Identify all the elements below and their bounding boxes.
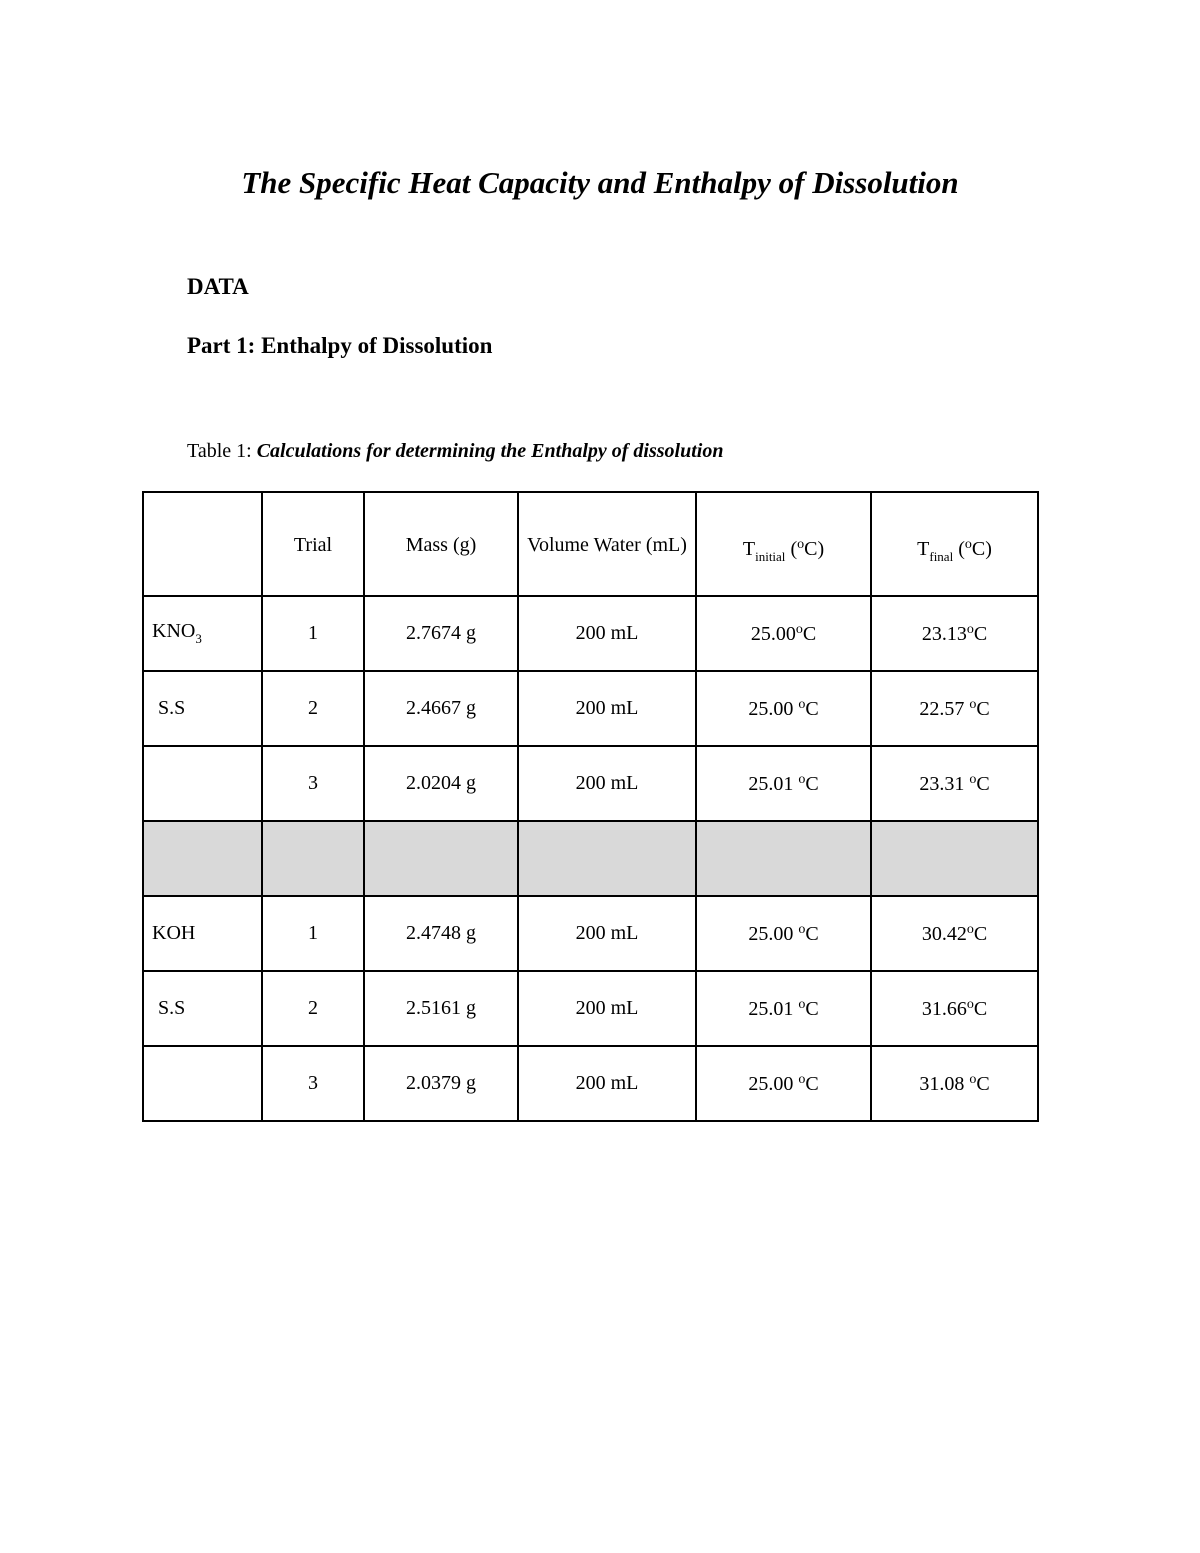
degree-symbol: o — [798, 771, 806, 787]
table-header-row — [143, 492, 1038, 596]
t-initial-unit: C — [805, 772, 819, 795]
t-final-unit: C — [976, 772, 990, 795]
degree-symbol: o — [966, 996, 974, 1012]
t-initial-cell — [696, 671, 871, 746]
sample-formula-subscript: 3 — [195, 631, 202, 646]
sample-cell — [143, 1046, 262, 1121]
t-final-value: 31.66 — [921, 997, 967, 1020]
part-heading: Part 1: Enthalpy of Dissolution — [187, 333, 493, 358]
t-initial-cell — [696, 596, 871, 671]
table-row — [143, 596, 1038, 671]
degree-symbol: o — [798, 1071, 806, 1087]
t-initial-value: 25.01 — [748, 997, 799, 1020]
t-final-unit: C — [976, 1072, 990, 1095]
t-final-cell — [871, 746, 1038, 821]
volume-cell: 200 mL — [518, 1046, 696, 1121]
header-t-final-symbol: T — [917, 538, 930, 560]
document-title: The Specific Heat Capacity and Enthalpy of Dissolution — [241, 165, 959, 200]
t-initial-cell — [696, 971, 871, 1046]
header-volume: Volume Water (mL) — [518, 492, 696, 596]
sample-label: S.S — [158, 997, 186, 1019]
degree-symbol: o — [969, 696, 977, 712]
trial-cell: 3 — [262, 1046, 364, 1121]
t-initial-value: 25.00 — [748, 922, 799, 945]
mass-cell: 2.4748 g — [364, 896, 518, 971]
header-t-final-subscript: final — [929, 549, 954, 564]
header-t-initial-unit-open: ( — [785, 538, 798, 560]
degree-symbol: o — [798, 996, 806, 1012]
separator-cell — [696, 821, 871, 896]
table-caption-text: Calculations for determining the Enthalpy of dissolution — [256, 440, 724, 462]
degree-symbol: o — [798, 696, 806, 712]
t-initial-value: 25.00 — [748, 1072, 799, 1095]
sample-cell: KOH — [143, 896, 262, 971]
t-final-unit: C — [973, 622, 988, 645]
t-initial-unit: C — [805, 922, 819, 945]
table-row — [143, 971, 1038, 1046]
t-final-value: 23.31 — [919, 772, 970, 795]
t-final-unit: C — [976, 697, 990, 720]
sample-cell — [143, 671, 262, 746]
table-row — [143, 671, 1038, 746]
t-final-cell — [871, 896, 1038, 971]
t-initial-value: 25.00 — [748, 697, 799, 720]
t-final-unit: C — [973, 922, 988, 945]
header-t-initial-symbol: T — [742, 538, 756, 560]
trial-cell: 2 — [262, 671, 364, 746]
table-row — [143, 1046, 1038, 1121]
trial-cell: 3 — [262, 746, 364, 821]
t-initial-cell — [696, 1046, 871, 1121]
t-final-cell — [871, 671, 1038, 746]
t-initial-unit: C — [802, 622, 817, 645]
header-trial: Trial — [262, 492, 364, 596]
degree-symbol: o — [969, 1071, 977, 1087]
sample-cell — [143, 746, 262, 821]
t-final-value: 30.42 — [921, 922, 967, 945]
header-t-initial-subscript: initial — [755, 549, 786, 564]
sample-cell — [143, 596, 262, 671]
separator-row — [143, 821, 1038, 896]
t-initial-unit: C — [805, 697, 819, 720]
mass-cell: 2.4667 g — [364, 671, 518, 746]
header-t-final-unit-close: C) — [971, 538, 992, 560]
t-initial-value: 25.00 — [750, 622, 796, 645]
trial-cell: 1 — [262, 896, 364, 971]
mass-cell: 2.7674 g — [364, 596, 518, 671]
volume-cell: 200 mL — [518, 596, 696, 671]
sample-label: S.S — [158, 697, 186, 719]
degree-symbol: o — [964, 537, 972, 552]
section-heading: DATA — [187, 274, 249, 299]
header-mass: Mass (g) — [364, 492, 518, 596]
degree-symbol: o — [797, 537, 805, 552]
table-row — [143, 746, 1038, 821]
header-t-initial — [696, 492, 871, 596]
volume-cell: 200 mL — [518, 671, 696, 746]
table-caption — [187, 440, 723, 463]
trial-cell: 1 — [262, 596, 364, 671]
enthalpy-data-table — [142, 491, 1039, 1122]
degree-symbol: o — [969, 771, 977, 787]
t-initial-unit: C — [805, 1072, 819, 1095]
degree-symbol: o — [798, 921, 806, 937]
mass-cell: 2.5161 g — [364, 971, 518, 1046]
sample-formula: KNO — [152, 620, 196, 642]
t-initial-cell — [696, 896, 871, 971]
volume-cell: 200 mL — [518, 971, 696, 1046]
separator-cell — [143, 821, 262, 896]
t-initial-cell — [696, 746, 871, 821]
mass-cell: 2.0204 g — [364, 746, 518, 821]
volume-cell: 200 mL — [518, 746, 696, 821]
header-t-final-unit-open: ( — [953, 538, 965, 560]
t-final-unit: C — [973, 997, 988, 1020]
t-final-value: 31.08 — [919, 1072, 970, 1095]
separator-cell — [262, 821, 364, 896]
t-final-value: 23.13 — [921, 622, 967, 645]
degree-symbol: o — [795, 621, 803, 637]
header-t-initial-unit-close: C) — [804, 538, 825, 560]
table-caption-label: Table 1: — [187, 440, 252, 462]
header-t-final — [871, 492, 1038, 596]
volume-cell: 200 mL — [518, 896, 696, 971]
t-initial-unit: C — [805, 997, 819, 1020]
sample-cell — [143, 971, 262, 1046]
table-row — [143, 896, 1038, 971]
t-final-cell — [871, 971, 1038, 1046]
t-final-cell — [871, 596, 1038, 671]
degree-symbol: o — [966, 621, 974, 637]
degree-symbol: o — [966, 921, 974, 937]
header-sample — [143, 492, 262, 596]
separator-cell — [518, 821, 696, 896]
separator-cell — [364, 821, 518, 896]
t-final-value: 22.57 — [919, 697, 970, 720]
separator-cell — [871, 821, 1038, 896]
trial-cell: 2 — [262, 971, 364, 1046]
t-initial-value: 25.01 — [748, 772, 799, 795]
mass-cell: 2.0379 g — [364, 1046, 518, 1121]
t-final-cell — [871, 1046, 1038, 1121]
